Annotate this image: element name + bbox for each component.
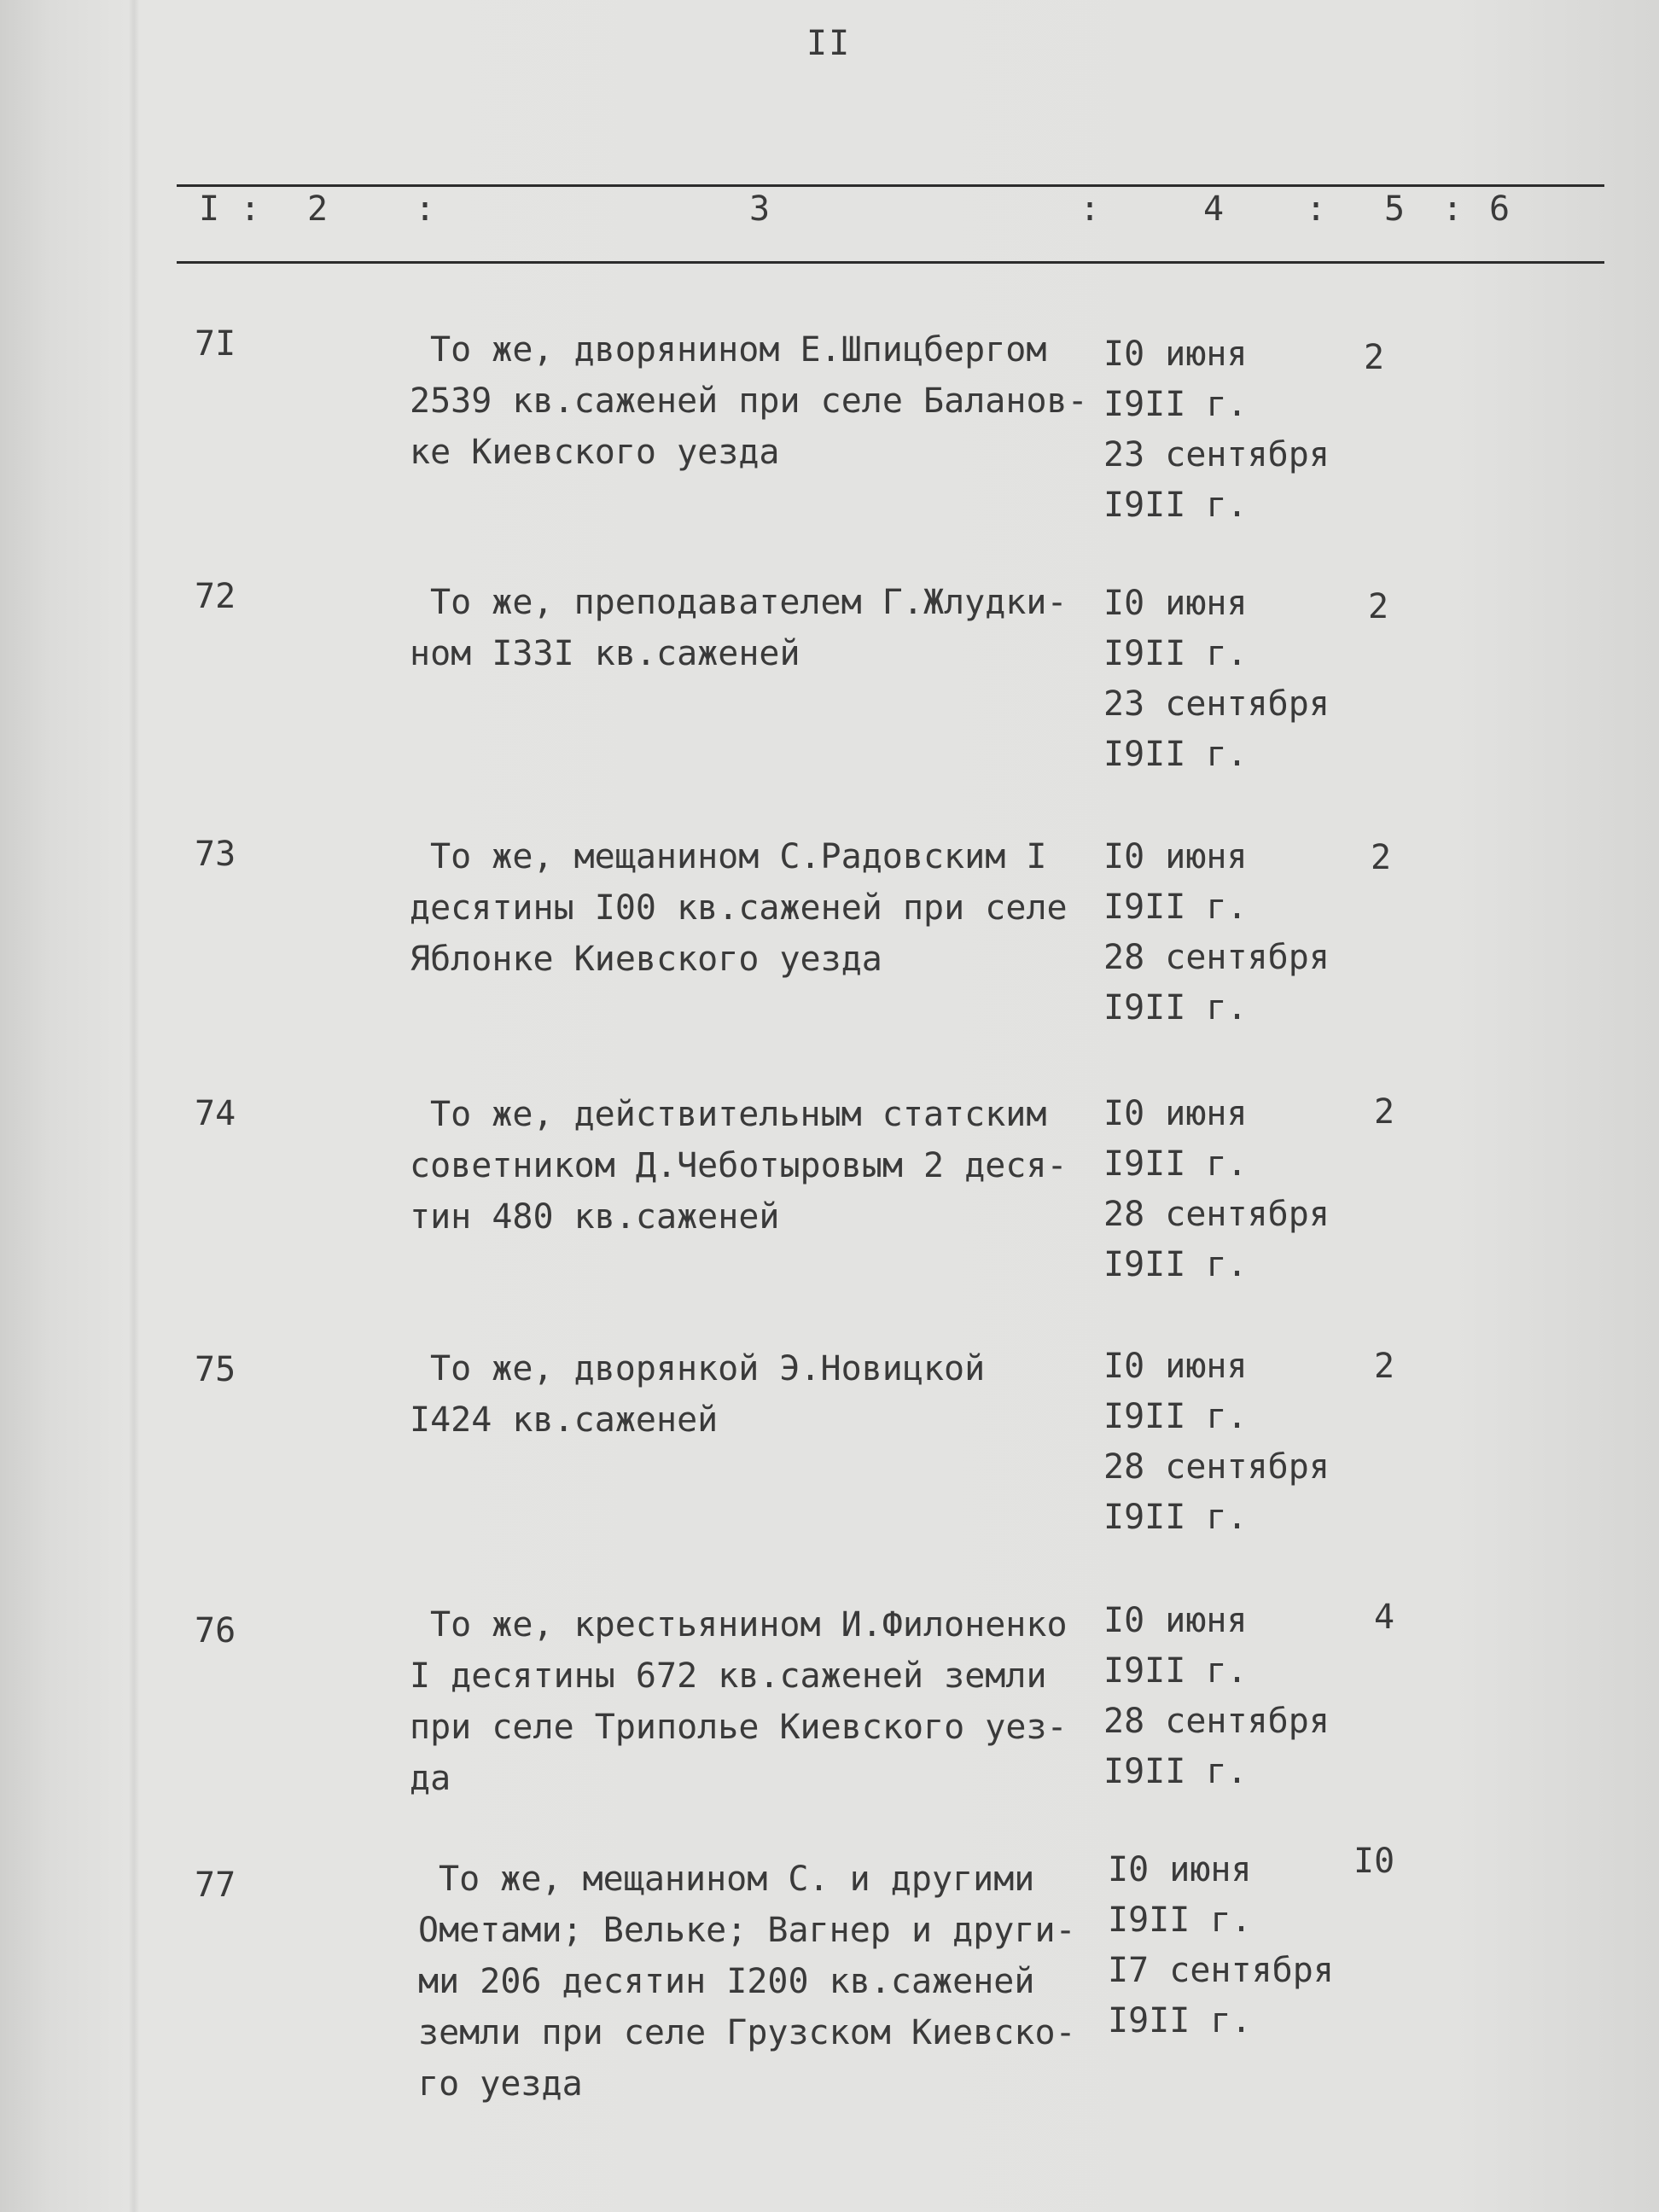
date-line: I9II г. — [1103, 1245, 1248, 1284]
description-line: 2539 кв.саженей при селе Баланов- — [410, 381, 1088, 421]
row-dates — [1103, 329, 1330, 531]
date-line: I9II г. — [1103, 1498, 1248, 1537]
header-rule-top — [177, 184, 1604, 187]
description-line: ке Киевского уезда — [410, 433, 780, 472]
row-quantity: 2 — [1368, 587, 1389, 626]
date-line: 23 сентября — [1103, 684, 1330, 724]
description-line: Яблонке Киевского уезда — [410, 940, 882, 979]
date-line: 28 сентября — [1103, 1702, 1330, 1741]
header-separator: : — [415, 189, 436, 229]
description-line: То же, мещанином С. и другими — [439, 1860, 1035, 1899]
date-line: I9II г. — [1103, 486, 1248, 525]
row-description — [410, 577, 1092, 679]
date-line: I9II г. — [1103, 888, 1248, 927]
header-rule-bottom — [177, 261, 1604, 264]
date-line: I9II г. — [1108, 2001, 1252, 2040]
description-line: при селе Триполье Киевского уез- — [410, 1708, 1068, 1747]
date-line: I0 июня — [1103, 837, 1248, 876]
description-line: советником Д.Чеботыровым 2 деся- — [410, 1146, 1068, 1185]
row-dates — [1103, 579, 1330, 780]
date-line: I0 июня — [1108, 1850, 1252, 1889]
description-line: го уезда — [418, 2064, 583, 2104]
description-line: То же, мещанином С.Радовским I — [430, 837, 1047, 876]
date-line: I0 июня — [1103, 1094, 1248, 1133]
row-quantity: I0 — [1353, 1842, 1395, 1881]
header-separator: : — [1080, 189, 1101, 229]
date-line: 28 сентября — [1103, 1195, 1330, 1234]
description-line: десятины I00 кв.саженей при селе — [410, 888, 1068, 928]
description-line: I десятины 672 кв.саженей земли — [410, 1656, 1047, 1696]
row-number: 72 — [195, 577, 236, 616]
date-line: I9II г. — [1103, 1144, 1248, 1184]
row-quantity: 2 — [1374, 1347, 1395, 1386]
date-line: I9II г. — [1103, 1397, 1248, 1436]
description-line: да — [410, 1759, 451, 1798]
description-line: ми 206 десятин I200 кв.саженей — [418, 1962, 1035, 2001]
row-description — [410, 1089, 1092, 1243]
header-col-5: 5 — [1384, 189, 1406, 229]
date-line: 28 сентября — [1103, 938, 1330, 977]
date-line: I9II г. — [1103, 1752, 1248, 1791]
description-line: I424 кв.саженей — [410, 1400, 719, 1440]
date-line: I9II г. — [1103, 735, 1248, 774]
page-number: II — [806, 24, 852, 63]
row-dates — [1103, 1342, 1330, 1543]
date-line: I0 июня — [1103, 335, 1248, 374]
row-number: 7I — [195, 324, 236, 364]
row-quantity: 2 — [1364, 338, 1385, 377]
date-line: I7 сентября — [1108, 1951, 1334, 1990]
description-line: То же, действительным статским — [430, 1095, 1047, 1134]
row-description — [418, 1854, 1101, 2110]
row-description — [410, 831, 1092, 985]
date-line: 23 сентября — [1103, 435, 1330, 474]
header-col-4: 4 — [1203, 189, 1225, 229]
row-dates — [1103, 832, 1330, 1033]
row-number: 77 — [195, 1866, 236, 1905]
date-line: I0 июня — [1103, 584, 1248, 623]
description-line: тин 480 кв.саженей — [410, 1197, 780, 1237]
row-quantity: 2 — [1374, 1092, 1395, 1132]
row-description — [410, 324, 1092, 478]
row-dates — [1108, 1845, 1334, 2046]
header-col-1: I : — [199, 189, 261, 229]
description-line: То же, преподавателем Г.Жлудки- — [430, 583, 1068, 622]
date-line: I9II г. — [1108, 1901, 1252, 1940]
header-separator: : — [1306, 189, 1327, 229]
date-line: I9II г. — [1103, 988, 1248, 1027]
date-line: I9II г. — [1103, 634, 1248, 673]
row-number: 75 — [195, 1350, 236, 1389]
header-col-2: 2 — [307, 189, 329, 229]
date-line: I9II г. — [1103, 385, 1248, 424]
header-col-6: 6 — [1489, 189, 1511, 229]
description-line: То же, дворянкой Э.Новицкой — [430, 1349, 986, 1388]
row-number: 76 — [195, 1611, 236, 1650]
header-separator: : — [1442, 189, 1464, 229]
row-number: 73 — [195, 835, 236, 874]
date-line: I0 июня — [1103, 1601, 1248, 1640]
description-line: То же, крестьянином И.Филоненко — [430, 1605, 1068, 1644]
description-line: ном I33I кв.саженей — [410, 634, 800, 673]
row-number: 74 — [195, 1094, 236, 1133]
page-fold-shadow — [128, 0, 140, 2212]
date-line: I0 июня — [1103, 1347, 1248, 1386]
row-quantity: 2 — [1371, 838, 1392, 877]
date-line: I9II г. — [1103, 1651, 1248, 1691]
row-dates — [1103, 1596, 1330, 1797]
description-line: Ометами; Вельке; Вагнер и други- — [418, 1911, 1076, 1950]
row-description — [410, 1343, 1092, 1446]
row-description — [410, 1599, 1092, 1804]
row-dates — [1103, 1089, 1330, 1290]
header-col-3: 3 — [749, 189, 771, 229]
row-quantity: 4 — [1374, 1598, 1395, 1637]
description-line: земли при селе Грузском Киевско- — [418, 2013, 1076, 2052]
description-line: То же, дворянином Е.Шпицбергом — [430, 330, 1047, 370]
date-line: 28 сентября — [1103, 1447, 1330, 1487]
